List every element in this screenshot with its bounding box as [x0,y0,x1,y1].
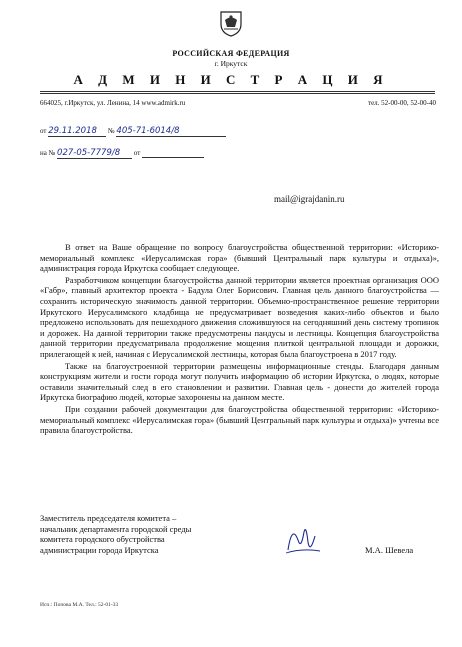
position-line-1: Заместитель председателя комитета – [40,513,177,523]
to-label: на № [40,149,56,157]
paragraph-4: При создании рабочей документации для благоустройства общественной территории: «Историко-мемориальный комплекс «Иерусалимская гора» (бывший Центральный парк культуры и отдыха)» учтены все правила благоустройства. [40,403,439,436]
to-suffix: от [133,149,141,157]
signatory-position [40,513,191,555]
executor-info: Исп.: Попова М.А. Тел.: 52-01-33 [40,602,119,608]
position-line-2: начальник департамента городской среды [40,523,192,534]
address: 664025, г.Иркутск, ул. Ленина, 14 www.admirk.ru [40,99,186,107]
reference-line [40,126,226,137]
from-label: от [40,127,47,135]
header-divider [40,91,435,92]
document-title: А Д М И Н И С Т Р А Ц И Я [73,72,389,87]
incoming-number: 027-05-7779/8 [57,148,132,159]
country-name: РОССИЙСКАЯ ФЕДЕРАЦИЯ [172,49,290,58]
reply-reference-line [40,148,204,159]
paragraph-1: В ответ на Ваше обращение по вопросу благоустройства общественной территории: «Историко-мемориальный комплекс «Иерусалимская гора» (бывший Центральный парк культуры и отдыха)», администрация города Иркутска сообщает следующее. [40,242,439,274]
position-line-4: администрации города Иркутска [40,544,159,555]
handwritten-signature-icon [282,520,322,560]
incoming-date-blank [142,149,204,158]
number-label: № [107,127,115,135]
phone: тел. 52-00-00, 52-00-40 [368,99,436,107]
signatory-name: М.А. Шевела [365,545,414,555]
position-line-3: комитета городского обустройства [40,534,165,544]
letter-number: 405-71-6014/8 [116,126,226,137]
city-name: г. Иркутск [214,59,248,68]
header-divider-thin [40,93,435,94]
paragraph-3: Также на благоустроенной территории размещены информационные стенды. Благодаря данным конструкциям жители и гости города могут получить информацию об истории Иркутска, о людях, которые оставили значительный след в его становлении и развитии. Главная цель - донести до жителей города Иркутска биографию людей, которые захоронены на данном месте. [40,360,439,403]
coat-of-arms-icon [216,8,246,38]
letter-body [40,242,439,437]
letter-date: 29.11.2018 [48,126,106,137]
paragraph-2: Разработчиком концепции благоустройства данной территории является проектная организация ООО «Габр», главный архитектор проекта - Бадула Олег Борисович. Главная цель данного благоустройства — сохранить историческую значимость данной территории. Объемно-пространственное решение территории Иркутского Иерусалимского кладбища не предусматривает возведения каких-либо объектов и было предложено использовать для пешеходного движения сложившуюся на сегодняшний день систему тропинок и дорожек. На данной территории также предусмотрены пандусы и лестницы. Концепция благоустройства данной территории предусматривала продолжение мощения плиткой центральной площади и дорожки, прилегающей к ней, начиная с Иерусалимской лестницы, которая была благоустроена в 2017 году. [40,274,439,359]
recipient-email: mail@igrajdanin.ru [274,194,345,204]
